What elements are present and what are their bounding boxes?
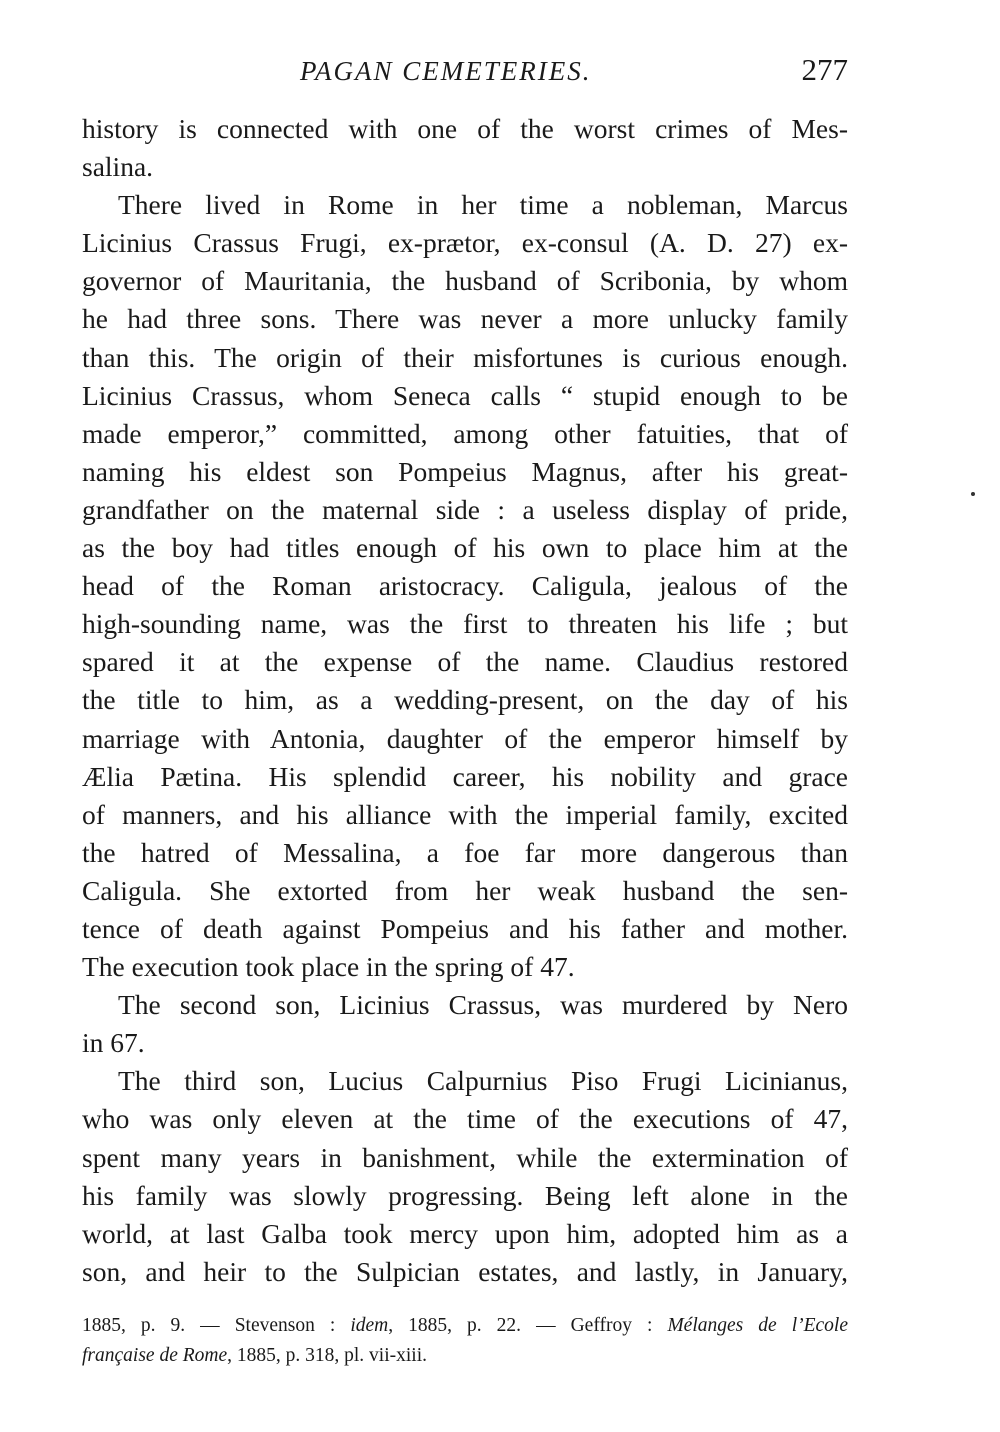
text-line: his family was slowly progressing. Being left alone in the — [82, 1179, 848, 1211]
text-line: Licinius Crassus, whom Seneca calls “ stupid enough to be — [82, 379, 848, 411]
text-line: as the boy had titles enough of his own to place him at the — [82, 532, 848, 564]
text-line: tence of death against Pompeius and his father and mother. — [82, 912, 848, 944]
text-line: grandfather on the maternal side : a useless display of pride, — [82, 493, 848, 525]
text-line: spent many years in banishment, while the extermination of — [82, 1141, 848, 1173]
text-line: head of the Roman aristocracy. Caligula, jealous of the — [82, 570, 848, 602]
text-line: spared it at the expense of the name. Claudius restored — [82, 646, 848, 678]
text-line: made emperor,” committed, among other fatuities, that of — [82, 417, 848, 449]
text-line: he had three sons. There was never a more unlucky family — [82, 303, 848, 335]
text-line: naming his eldest son Pompeius Magnus, after his great- — [82, 455, 848, 487]
body-text — [82, 110, 848, 1291]
text-line: Caligula. She extorted from her weak husband the sen- — [82, 874, 848, 906]
page-number: 277 — [801, 52, 848, 87]
text-line: The execution took place in the spring of 47. — [82, 951, 575, 983]
footnote-line — [82, 1341, 848, 1371]
footnote-text: 1885, p. 9. — Stevenson : — [82, 1315, 351, 1336]
text-line: Ælia Pætina. His splendid career, his nobility and grace — [82, 760, 848, 792]
footnote-italic: idem — [350, 1315, 389, 1336]
scan-speck — [971, 492, 975, 496]
text-line: governor of Mauritania, the husband of Scribonia, by whom — [82, 265, 848, 297]
text-line: marriage with Antonia, daughter of the emperor himself by — [82, 722, 848, 754]
text-line: high-sounding name, was the first to threaten his life ; but — [82, 608, 848, 640]
text-line: the title to him, as a wedding-present, on the day of his — [82, 684, 848, 716]
footnote-text: , 1885, p. 22. — Geffroy : — [388, 1315, 668, 1336]
text-line: The second son, Licinius Crassus, was murdered by Nero — [118, 989, 848, 1021]
footnote-text: , 1885, p. 318, pl. vii-xiii. — [227, 1345, 428, 1366]
text-line: The third son, Lucius Calpurnius Piso Frugi Licinianus, — [118, 1065, 848, 1097]
text-line: son, and heir to the Sulpician estates, and lastly, in January, — [82, 1255, 848, 1287]
text-line: Licinius Crassus Frugi, ex-prætor, ex-consul (A. D. 27) ex- — [82, 227, 848, 259]
text-line: salina. — [82, 151, 154, 183]
footnote-line — [82, 1311, 848, 1341]
text-line: who was only eleven at the time of the executions of 47, — [82, 1103, 848, 1135]
text-line: of manners, and his alliance with the imperial family, excited — [82, 798, 848, 830]
text-line: world, at last Galba took mercy upon him, adopted him as a — [82, 1217, 848, 1249]
text-line: in 67. — [82, 1027, 145, 1059]
running-head — [82, 52, 848, 92]
footnote-italic: française de Rome — [82, 1345, 228, 1366]
text-line: than this. The origin of their misfortunes is curious enough. — [82, 341, 848, 373]
text-line: the hatred of Messalina, a foe far more dangerous than — [82, 836, 848, 868]
text-line: There lived in Rome in her time a nobleman, Marcus — [118, 189, 848, 221]
running-title: PAGAN CEMETERIES. — [300, 56, 592, 86]
text-line: history is connected with one of the worst crimes of Mes- — [82, 113, 848, 144]
footnote-italic: Mélanges de l’Ecole — [667, 1315, 848, 1336]
footnote — [82, 1311, 848, 1371]
